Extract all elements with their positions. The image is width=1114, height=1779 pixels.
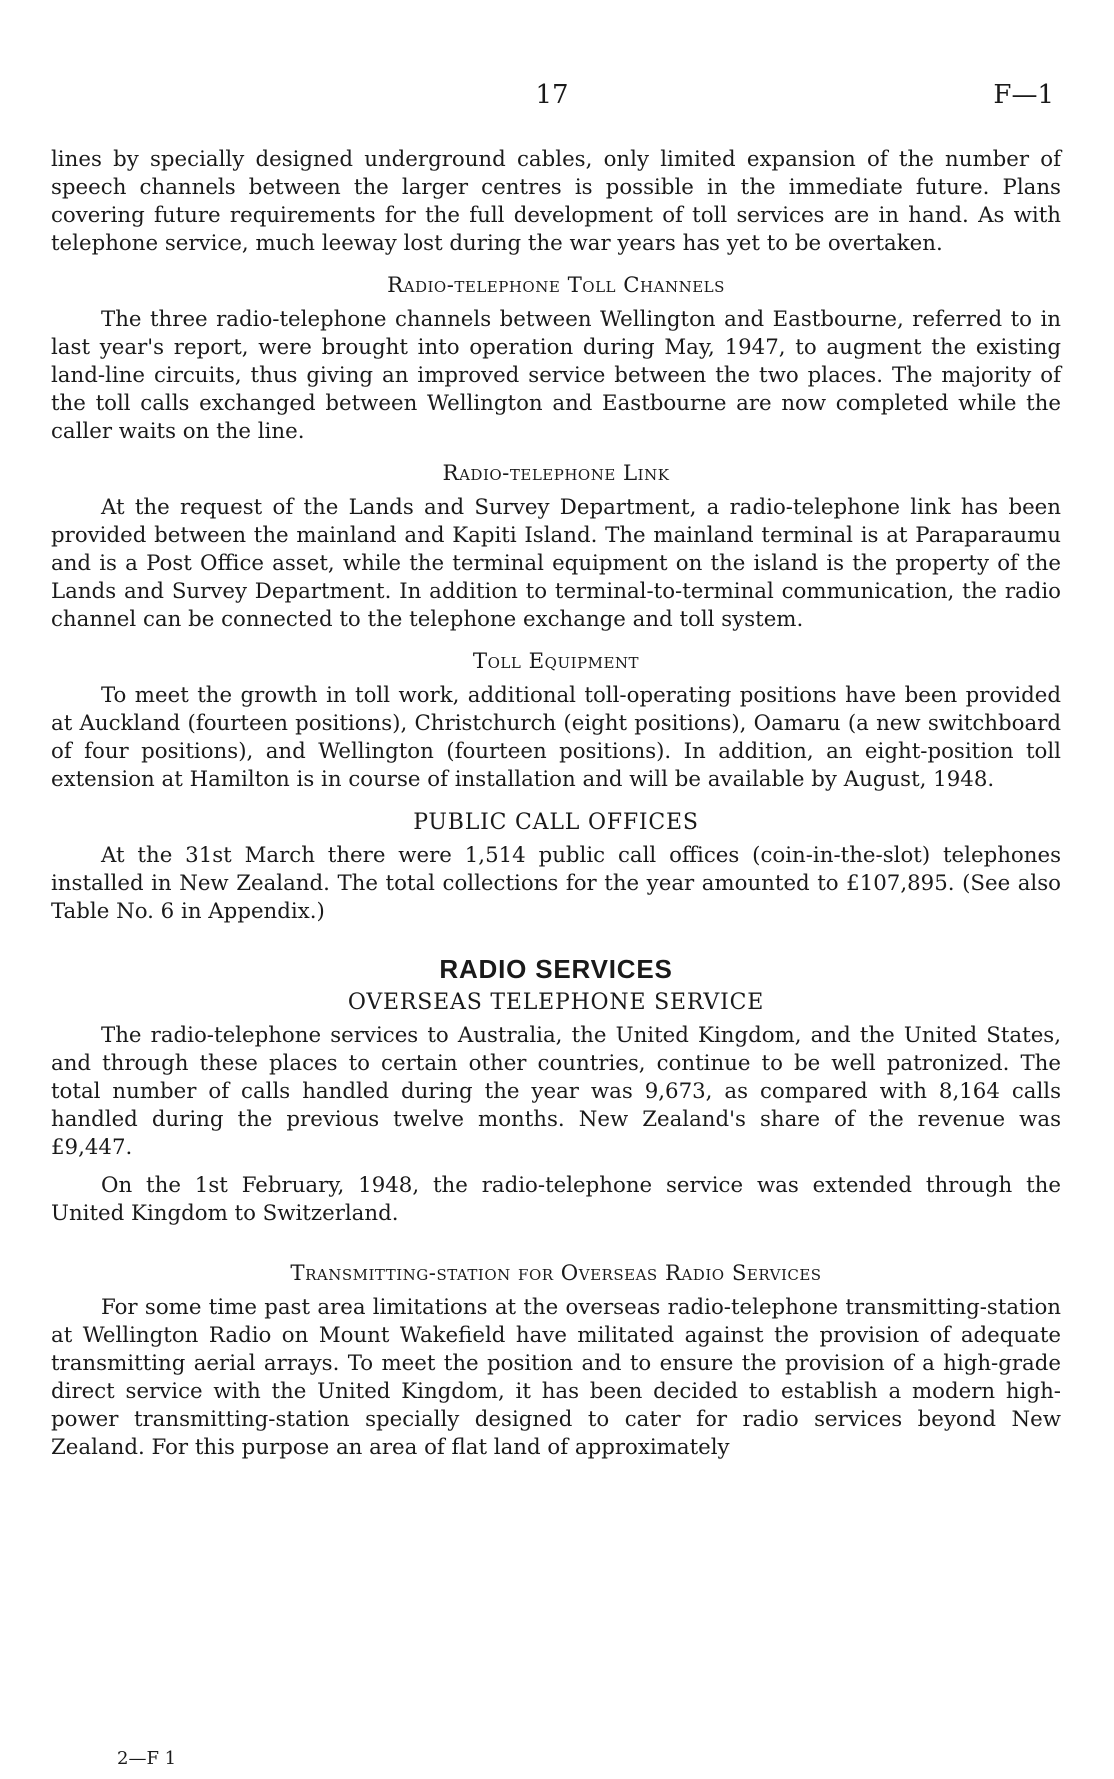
paragraph-radio-telephone-toll-channels: The three radio-telephone channels between Wellington and Eastbourne, referred to in last year's report, were brought into operation during May, 1947, to augment the existing land-line circuits, thus giving an improved service between the two places. The majority of the toll calls exchanged between Wellington and Eastbourne are now completed while the caller waits on the line. (51, 307, 1061, 444)
heading-public-call-offices: PUBLIC CALL OFFICES (413, 810, 699, 835)
paragraph-toll-equipment: To meet the growth in toll work, additional toll-operating positions have been provided at Auckland (fourteen positions), Christchurch (eight positions), Oamaru (a new switchboard of four positions), and Wellington (fourteen positions). In addition, an eight-position toll extension at Hamilton is in course of installation and will be available by August, 1948. (51, 683, 1061, 792)
intro-paragraph: lines by specially designed underground cables, only limited expansion of the number of speech channels between the larger centres is possible in the immediate future. Plans covering future requirements for the full development of toll services are in hand. As with telephone service, much leeway lost during the war years has yet to be overtaken. (51, 147, 1061, 256)
printer-signature-mark: 2—F 1 (117, 1748, 177, 1769)
heading-transmitting-station: Transmitting-station for Overseas Radio Services (290, 1261, 822, 1286)
paragraph-public-call-offices: At the 31st March there were 1,514 public call offices (coin-in-the-slot) telephones installed in New Zealand. The total collections for the year amounted to £107,895. (See also Table No. 6 in Appendix.) (51, 843, 1061, 924)
page-number: 17 (535, 80, 569, 110)
heading-radio-services: RADIO SERVICES (439, 954, 673, 984)
heading-radio-telephone-link: Radio-telephone Link (442, 461, 670, 486)
heading-toll-equipment: Toll Equipment (472, 649, 640, 674)
paragraph-overseas-telephone-service: The radio-telephone services to Australia, the United Kingdom, and the United States, and through these places to certain other countries, continue to be well patronized. The total number of calls handled during the year was 9,673, as compared with 8,164 calls handled during the previous twelve months. New Zealand's share of the revenue was £9,447. (51, 1023, 1061, 1160)
paragraph-radio-telephone-link: At the request of the Lands and Survey Department, a radio-telephone link has been provided between the mainland and Kapiti Island. The mainland terminal is at Paraparaumu and is a Post Office asset, while the terminal equipment on the island is the property of the Lands and Survey Department. In addition to terminal-to-terminal communication, the radio channel can be connected to the telephone exchange and toll system. (51, 495, 1061, 632)
running-head (50, 80, 1054, 116)
paragraph-switzerland-extension: On the 1st February, 1948, the radio-telephone service was extended through the United Kingdom to Switzerland. (51, 1173, 1061, 1226)
paragraph-transmitting-station: For some time past area limitations at the overseas radio-telephone transmitting-station at Wellington Radio on Mount Wakefield have militated against the provision of adequate transmitting aerial arrays. To meet the position and to ensure the provision of a high-grade direct service with the United Kingdom, it has been decided to establish a modern high-power transmitting-station specially designed to cater for radio services beyond New Zealand. For this purpose an area of flat land of approximately (51, 1295, 1061, 1460)
subheading-overseas-telephone-service: OVERSEAS TELEPHONE SERVICE (347, 990, 765, 1015)
heading-radio-telephone-toll-channels: Radio-telephone Toll Channels (387, 273, 725, 298)
body-text (51, 146, 1061, 1462)
document-reference: F—1 (993, 80, 1054, 110)
